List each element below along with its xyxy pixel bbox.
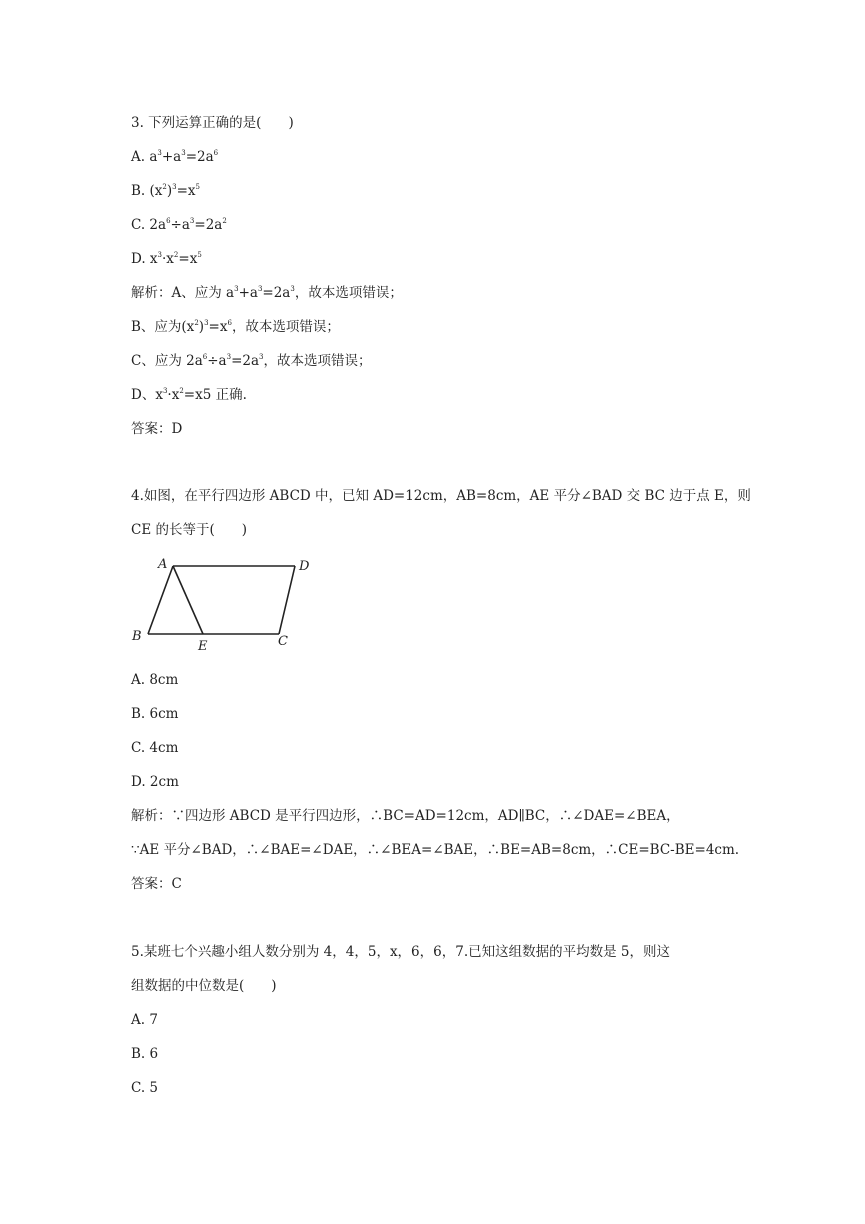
q5-option-c: C. 5 <box>131 1080 159 1096</box>
vertex-label-e: E <box>198 639 208 654</box>
q3-answer: 答案：D <box>131 421 183 437</box>
edge-dc <box>279 566 295 634</box>
q3-option-b: B. $(x^2)^3=x^5$ <box>131 183 201 199</box>
segment-ae <box>173 566 203 634</box>
q5-option-b: B. 6 <box>131 1046 159 1062</box>
vertex-label-b: B <box>132 629 142 644</box>
q3-stem: 3. 下列运算正确的是( ) <box>131 115 294 131</box>
q4-analysis-line-2: ∵AE 平分∠BAD，∴∠BAE=∠DAE，∴∠BEA=∠BAE，∴BE=AB=8cm，∴CE=BC-BE=4cm. <box>131 842 740 858</box>
q4-option-a: A. 8cm <box>131 672 179 688</box>
q4-stem-line-2: CE 的长等于( ) <box>131 522 248 538</box>
q3-option-d: D. $x^3\cdot x^2=x^5$ <box>131 251 202 267</box>
parallelogram-figure <box>128 555 318 655</box>
q4-option-d: D. 2cm <box>131 774 179 790</box>
q4-answer: 答案：C <box>131 876 182 892</box>
q3-option-c: C. $2a^6\div a^3=2a^2$ <box>131 217 227 233</box>
q5-stem-line-2: 组数据的中位数是( ) <box>131 978 277 994</box>
q5-option-a: A. 7 <box>131 1012 158 1028</box>
vertex-label-d: D <box>299 559 310 574</box>
q4-analysis-line-1: 解析：∵四边形 ABCD 是平行四边形，∴BC=AD=12cm，AD∥BC，∴∠DAE=∠BEA， <box>131 808 680 824</box>
vertex-label-a: A <box>158 557 168 572</box>
q3-analysis-b: B、应为$(x^2)^3=x^6$，故本选项错误； <box>131 319 340 335</box>
q3-analysis-d: D、$x^3\cdot x^2=x5$ 正确. <box>131 387 247 403</box>
q4-option-b: B. 6cm <box>131 706 179 722</box>
vertex-label-c: C <box>278 634 288 649</box>
q5-stem-line-1: 5.某班七个兴趣小组人数分别为 4，4，5，x，6，6，7.已知这组数据的平均数是 5，则这 <box>131 944 670 960</box>
q3-analysis-a: 解析：A、应为 $a^3+a^3=2a^3$，故本选项错误； <box>131 285 403 301</box>
q4-stem-line-1: 4.如图，在平行四边形 ABCD 中，已知 AD=12cm，AB=8cm，AE 平分∠BAD 交 BC 边于点 E，则 <box>131 488 751 504</box>
edge-ab <box>148 566 173 634</box>
q4-option-c: C. 4cm <box>131 740 179 756</box>
q3-analysis-c: C、应为 $2a^6\div a^3=2a^3$，故本选项错误； <box>131 353 372 369</box>
q3-option-a: A. $a^3+a^3=2a^6$ <box>131 149 219 165</box>
